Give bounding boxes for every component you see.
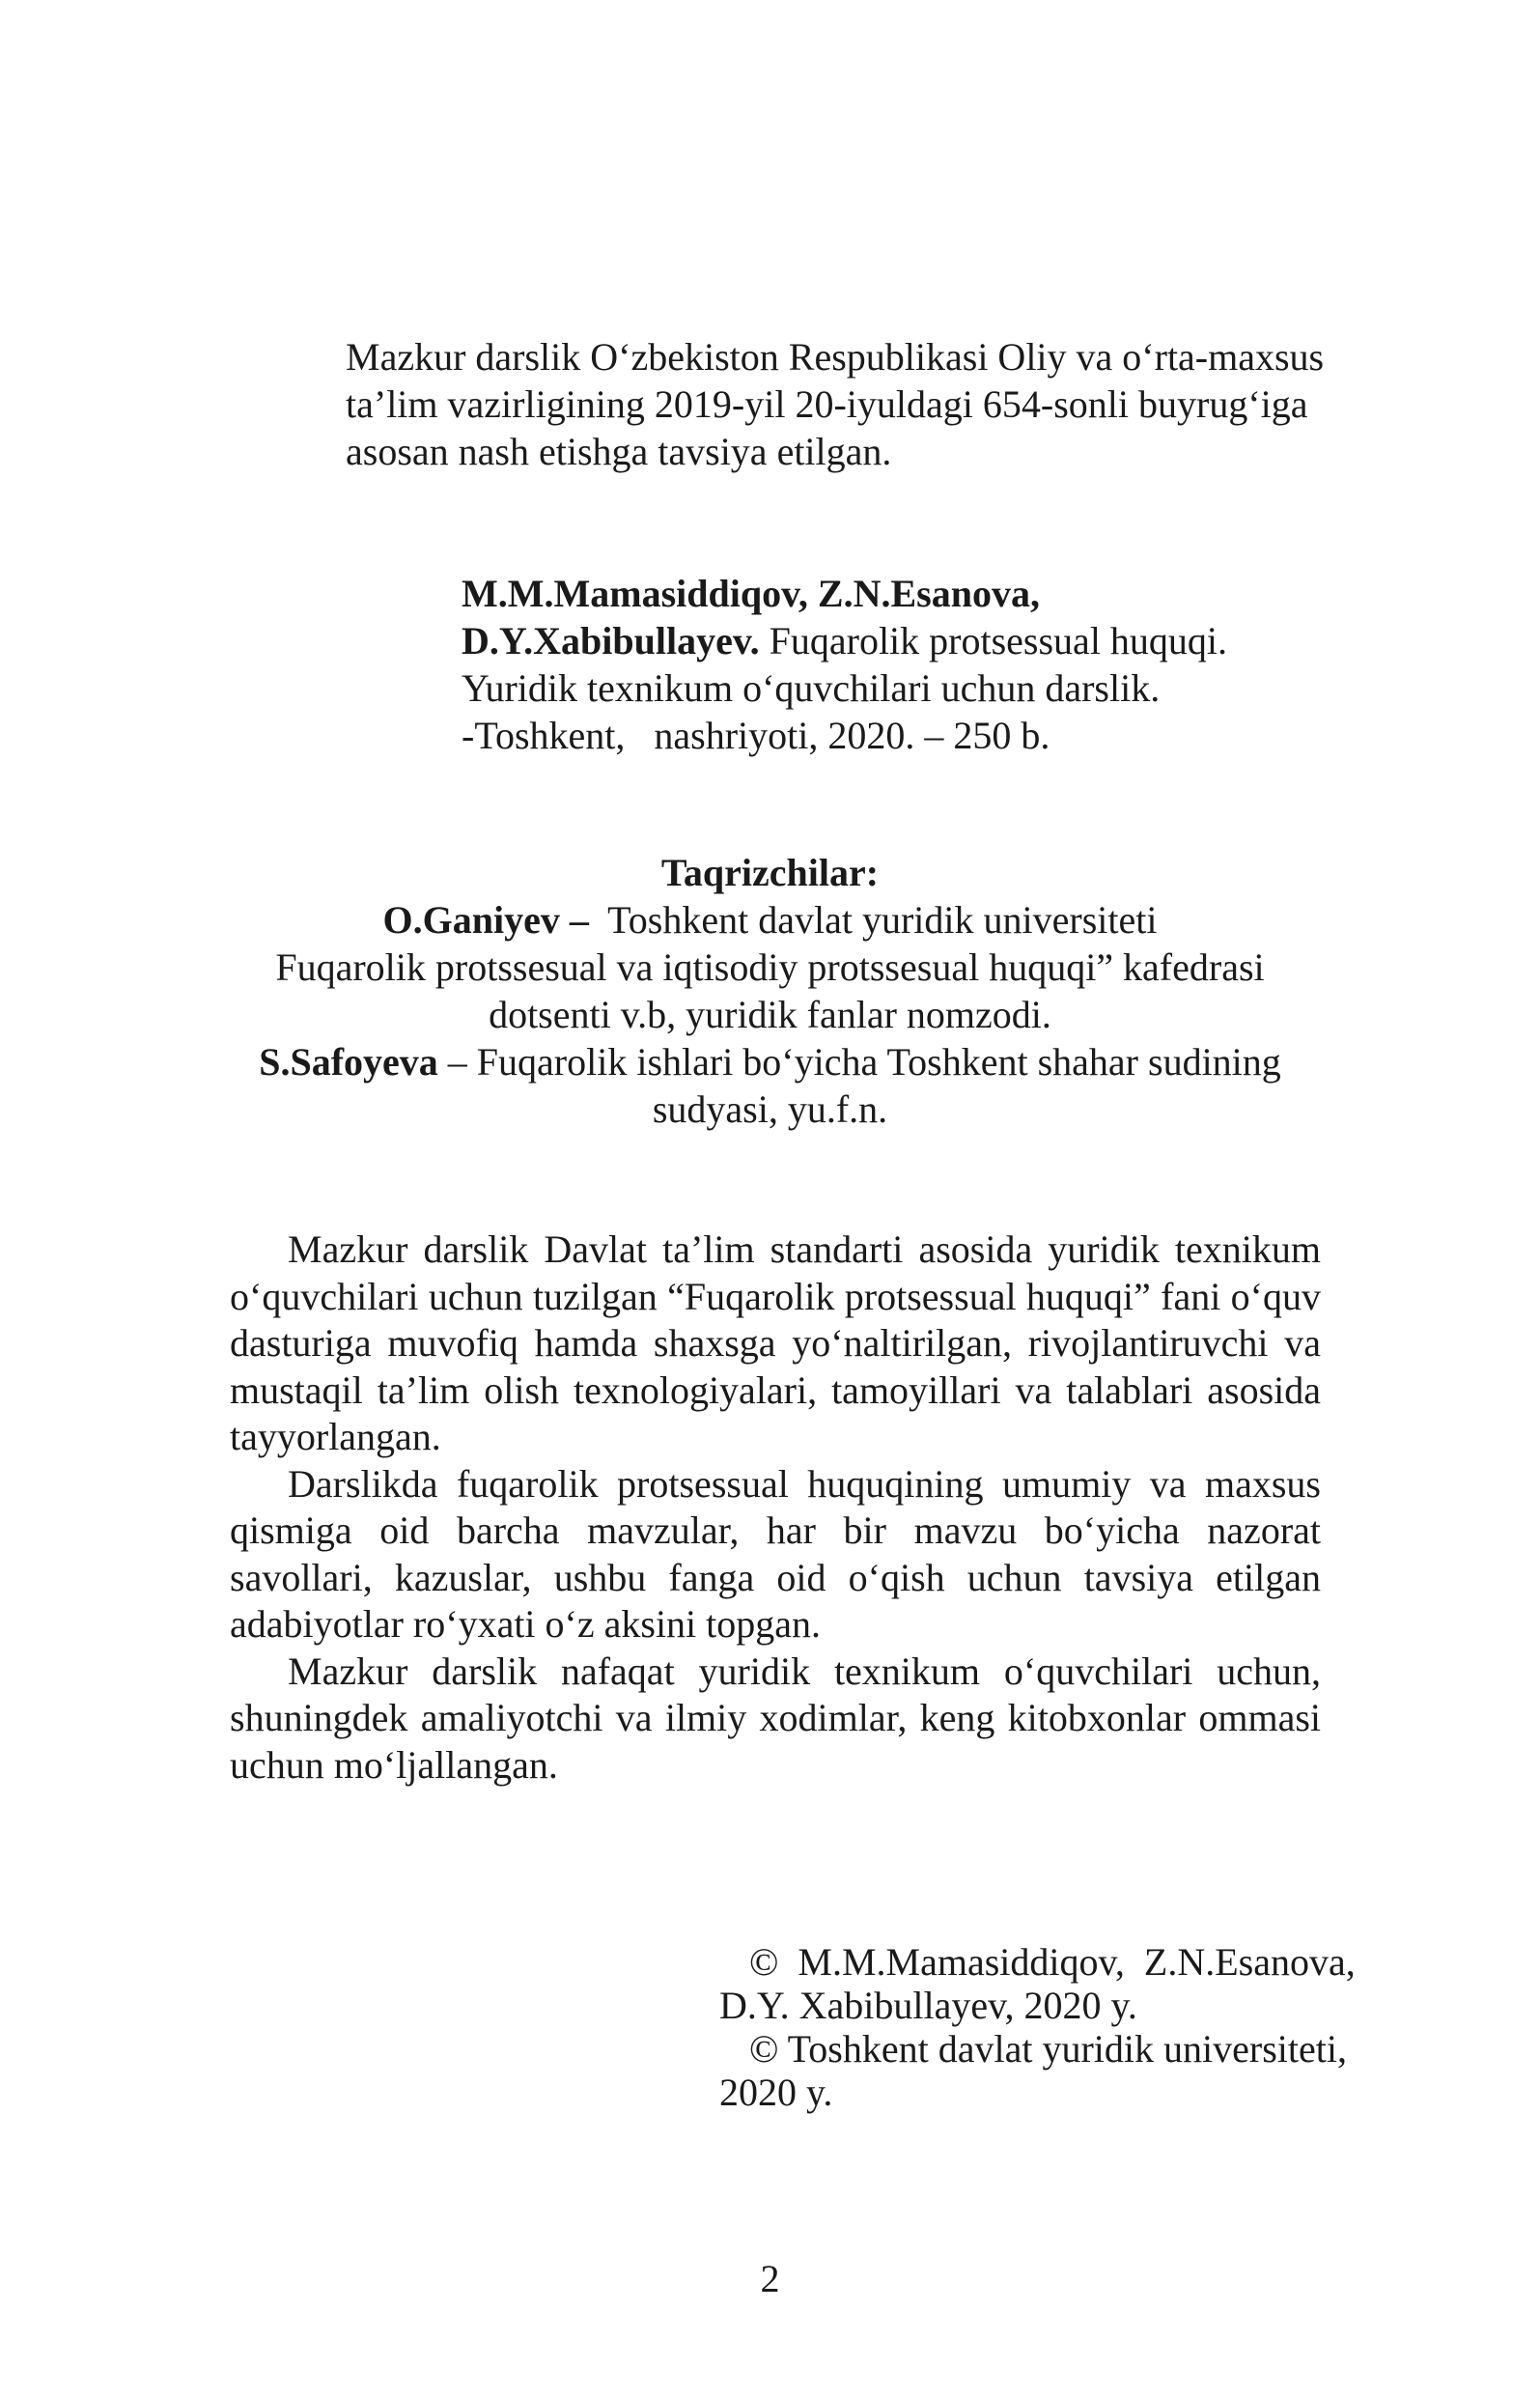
reviewer-1-name: O.Ganiyev – [382, 898, 589, 942]
citation-authors-line-2 [462, 618, 1227, 664]
copyright-line-4: 2020 y. [719, 2071, 833, 2114]
annotation [230, 1226, 1321, 1789]
reviewers-heading: Taqrizchilar: [660, 851, 880, 894]
citation-book-title: Fuqarolik protsessual huquqi. [759, 619, 1228, 662]
reviewer-1-affiliation: Toshkent davlat yuridik universiteti [588, 898, 1158, 942]
reviewer-1-line-2: Fuqarolik protssesual va iqtisodiy protssesual huquqi” kafedrasi [275, 945, 1265, 989]
reviewer-1-line-1 [0, 897, 1540, 944]
reviewer-2-name: S.Safoyeva [259, 1040, 438, 1084]
copyright-line-3: © Toshkent davlat yuridik universiteti, [749, 2027, 1347, 2071]
reviewer-1-line-3: dotsenti v.b, yuridik fanlar nomzodi. [489, 993, 1051, 1036]
reviewer-2-line-2: sudyasi, yu.f.n. [652, 1087, 888, 1131]
citation-author-bold: D.Y.Xabibullayev. [462, 619, 760, 662]
citation-line-3: Yuridik texnikum o‘quvchilari uchun darslik. [462, 666, 1161, 710]
copyright-line-1: © M.M.Mamasiddiqov, Z.N.Esanova, [749, 1940, 1356, 1984]
reviewer-2-line-1 [0, 1039, 1540, 1085]
reviewer-2-affiliation: – Fuqarolik ishlari bo‘yicha Toshkent shahar sudining [437, 1040, 1281, 1084]
copyright-line-2: D.Y. Xabibullayev, 2020 y. [719, 1984, 1137, 2027]
annotation-paragraph-3: Mazkur darslik nafaqat yuridik texnikum o‘quvchilari uchun, shuningdek amaliyotchi va ilmiy xodimlar, keng kitobxonlar ommasi uchun mo‘ljallangan. [230, 1649, 1321, 1787]
annotation-paragraph-2: Darslikda fuqarolik protsessual huquqining umumiy va maxsus qismiga oid barcha mavzular, har bir mavzu bo‘yicha nazorat savollari, kazuslar, ushbu fanga oid o‘qish uchun tavsiya etilgan adabiyotlar ro‘yxati o‘z aksini topgan. [230, 1461, 1321, 1646]
approval-line-1: Mazkur darslik O‘zbekiston Respublikasi Oliy va o‘rta-maxsus [346, 335, 1325, 379]
page-number: 2 [760, 2257, 780, 2300]
annotation-paragraph-1: Mazkur darslik Davlat ta’lim standarti asosida yuridik texnikum o‘quvchilari uchun tuzilgan “Fuqarolik protsessual huquqi” fani o‘quv dasturiga muvofiq hamda shaxsga yo‘naltirilgan, rivojlantiruvchi va mustaqil ta’lim olish texnologiyalari, tamoyillari va talablari asosida tayyorlangan. [230, 1227, 1321, 1458]
citation-authors-line-1: M.M.Mamasiddiqov, Z.N.Esanova, [462, 572, 1040, 615]
citation-line-4: -Toshkent, nashriyoti, 2020. – 250 b. [462, 714, 1050, 757]
approval-line-2: ta’lim vazirligining 2019-yil 20-iyuldagi 654-sonli buyrug‘iga [346, 382, 1308, 426]
approval-line-3: asosan nash etishga tavsiya etilgan. [346, 430, 892, 473]
